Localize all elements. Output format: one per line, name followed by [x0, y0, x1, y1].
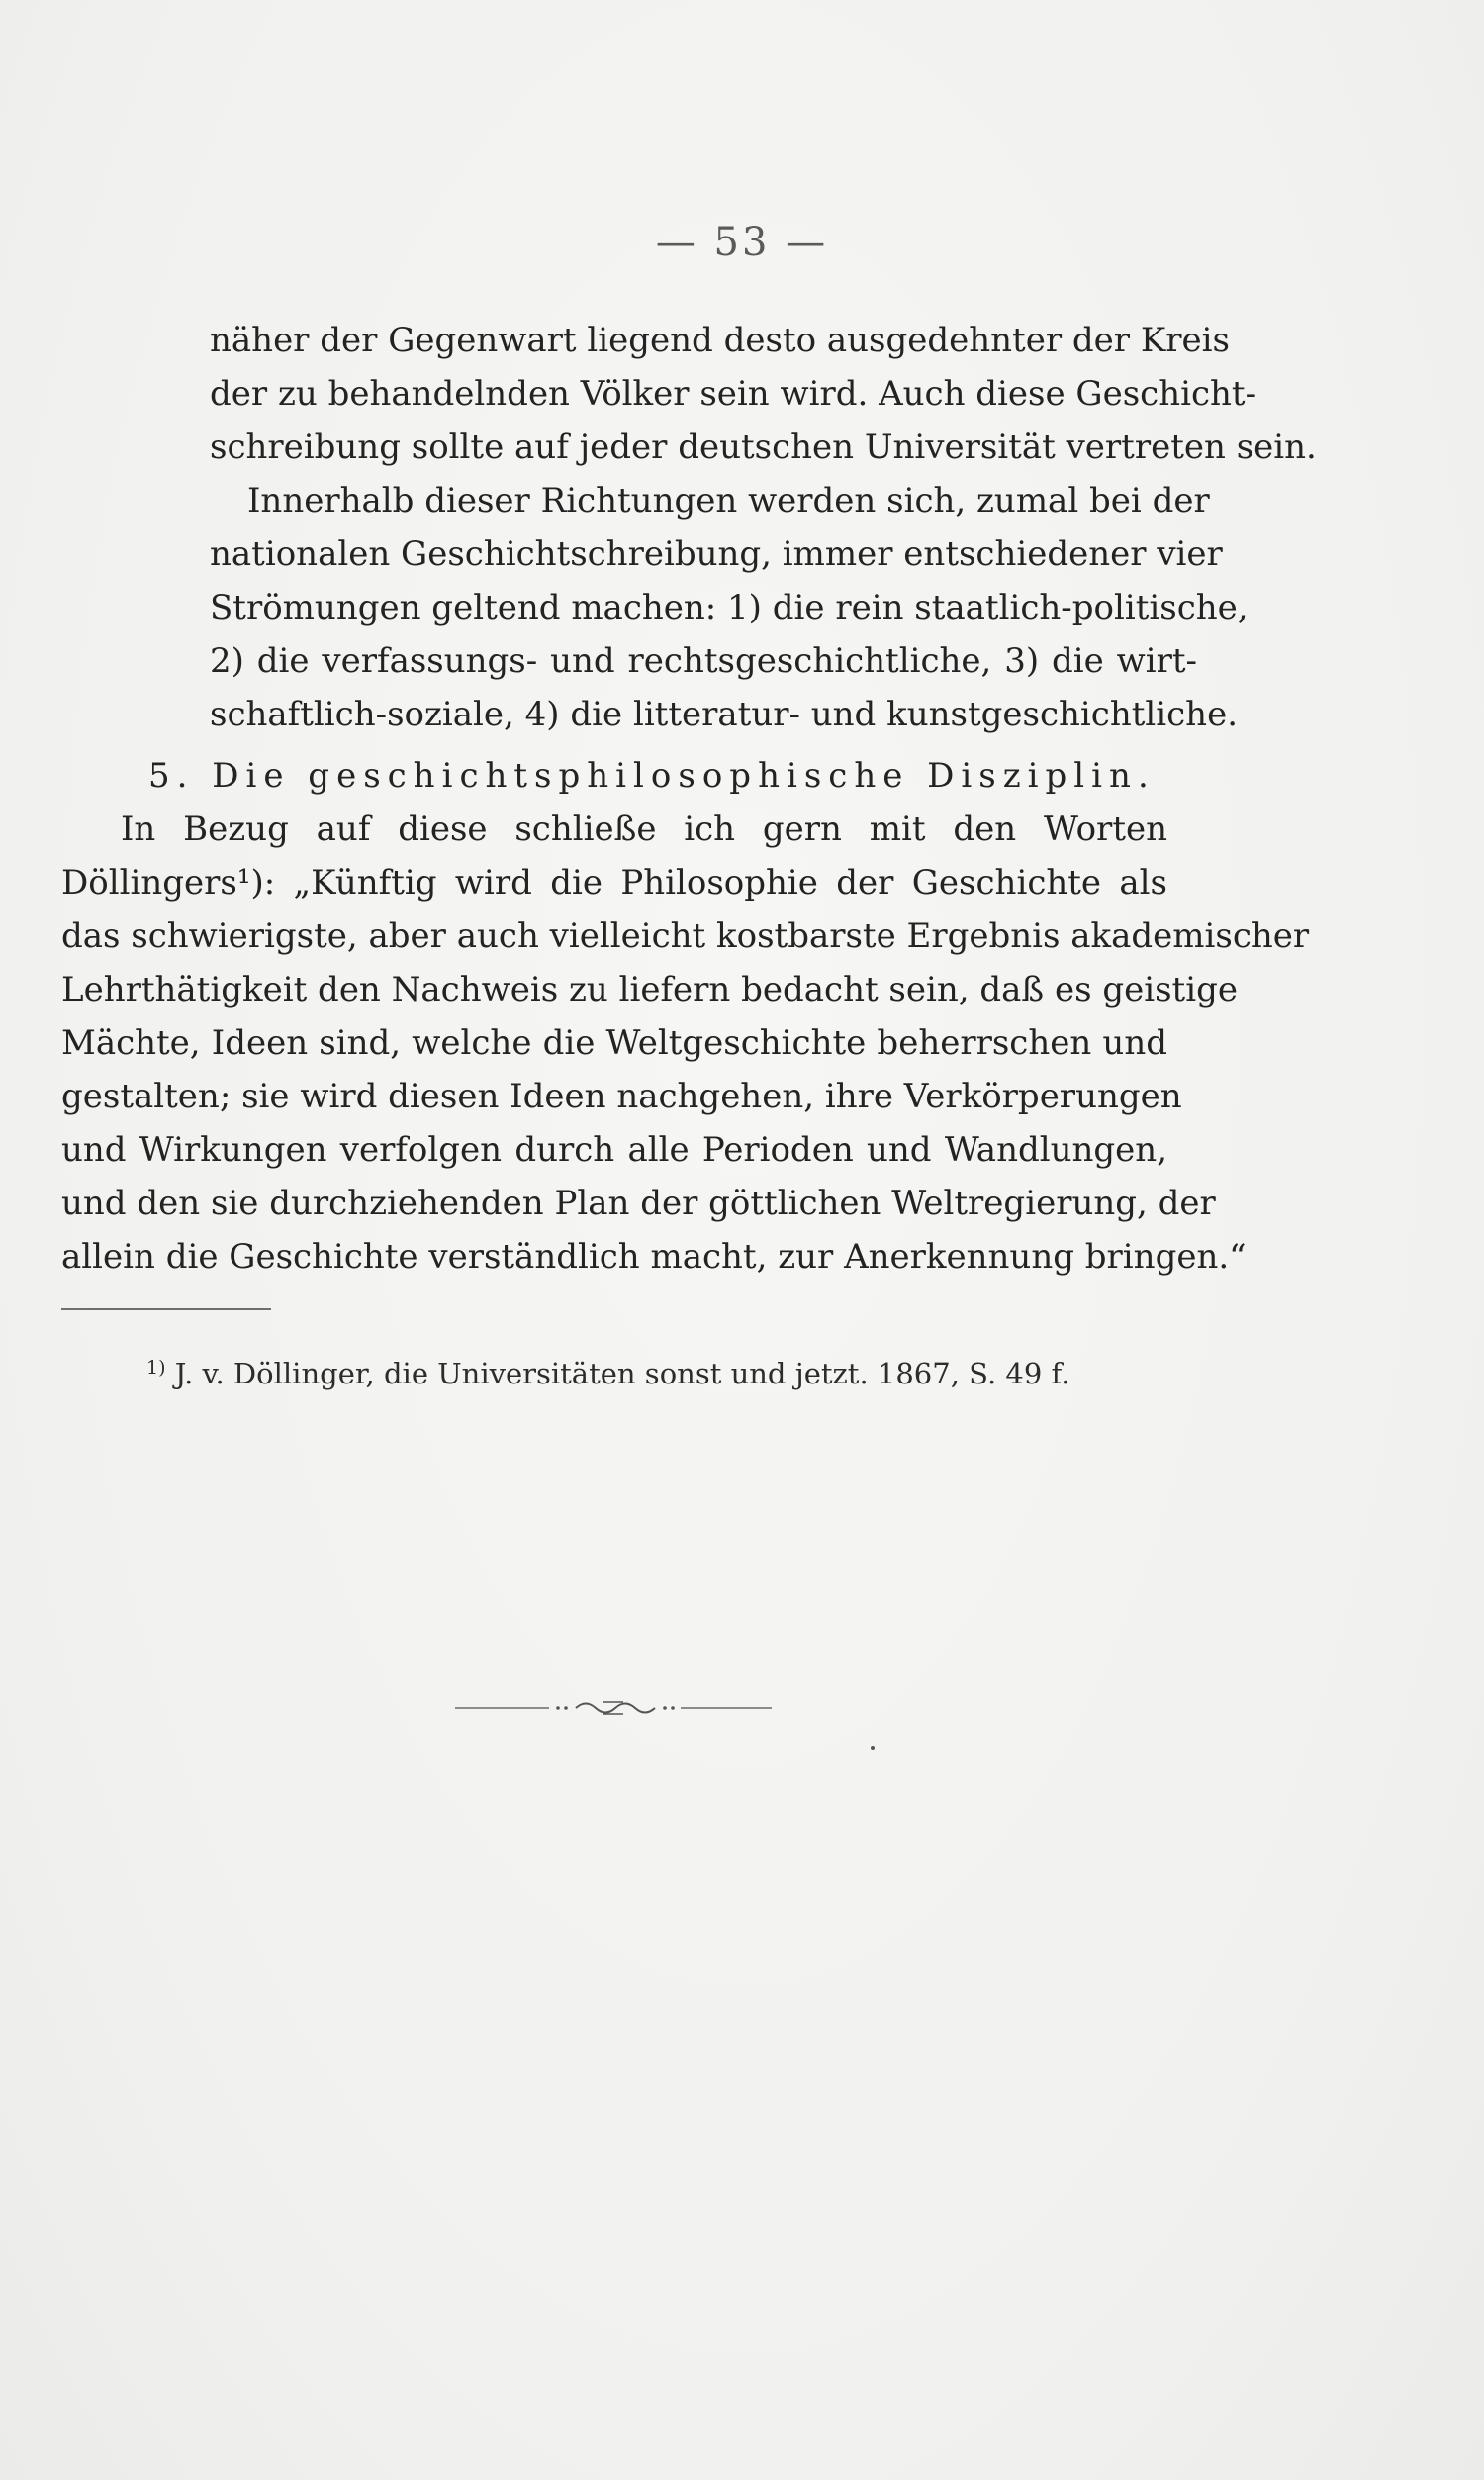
- text-line: und den sie durchziehenden Plan der göttlichen Weltregierung, der: [61, 1184, 1216, 1223]
- text-line: das schwierigste, aber auch vielleicht kostbarste Ergebnis akademischer: [61, 916, 1310, 956]
- text-line: allein die Geschichte verständlich macht, zur Anerkennung bringen.“: [61, 1237, 1247, 1277]
- text-line: Strömungen geltend machen: 1) die rein staatlich-politische,: [210, 588, 1249, 627]
- footnote-text: J. v. Döllinger, die Universitäten sonst und jetzt. 1867, S. 49 f.: [174, 1357, 1070, 1390]
- text-line: 2) die verfassungs- und rechtsgeschichtliche, 3) die wirt-: [210, 641, 1197, 681]
- text-line: Lehrthätigkeit den Nachweis zu liefern bedacht sein, daß es geistige: [61, 970, 1238, 1009]
- footnote: [146, 1346, 1069, 1389]
- text-line: schreibung sollte auf jeder deutschen Universität vertreten sein.: [210, 428, 1317, 467]
- text-line: In Bezug auf diese schließe ich gern mit den Worten: [121, 810, 1167, 849]
- text-line: Innerhalb dieser Richtungen werden sich, zumal bei der: [247, 481, 1210, 521]
- footnote-marker: 1): [146, 1357, 166, 1379]
- text-line: und Wirkungen verfolgen durch alle Perioden und Wandlungen,: [61, 1130, 1167, 1170]
- text-line: der zu behandelnden Völker sein wird. Auch diese Geschicht-: [210, 374, 1257, 414]
- page-number: — 53 —: [655, 220, 829, 265]
- footnote-rule: [61, 1308, 271, 1310]
- text-line: nationalen Geschichtschreibung, immer entschiedener vier: [210, 534, 1223, 574]
- text-line: schaftlich-soziale, 4) die litteratur- und kunstgeschichtliche.: [210, 695, 1239, 734]
- ornamental-divider-icon: [455, 1696, 772, 1720]
- scan-speck: [871, 1746, 875, 1750]
- text-line: Mächte, Ideen sind, welche die Weltgeschichte beherrschen und: [61, 1023, 1167, 1063]
- text-line: gestalten; sie wird diesen Ideen nachgehen, ihre Verkörperungen: [61, 1077, 1182, 1116]
- text-line: Döllingers¹): „Künftig wird die Philosophie der Geschichte als: [61, 863, 1167, 903]
- text-line: näher der Gegenwart liegend desto ausgedehnter der Kreis: [210, 321, 1230, 360]
- section-heading: 5. Die geschichtsphilosophische Disziplin.: [148, 756, 1156, 796]
